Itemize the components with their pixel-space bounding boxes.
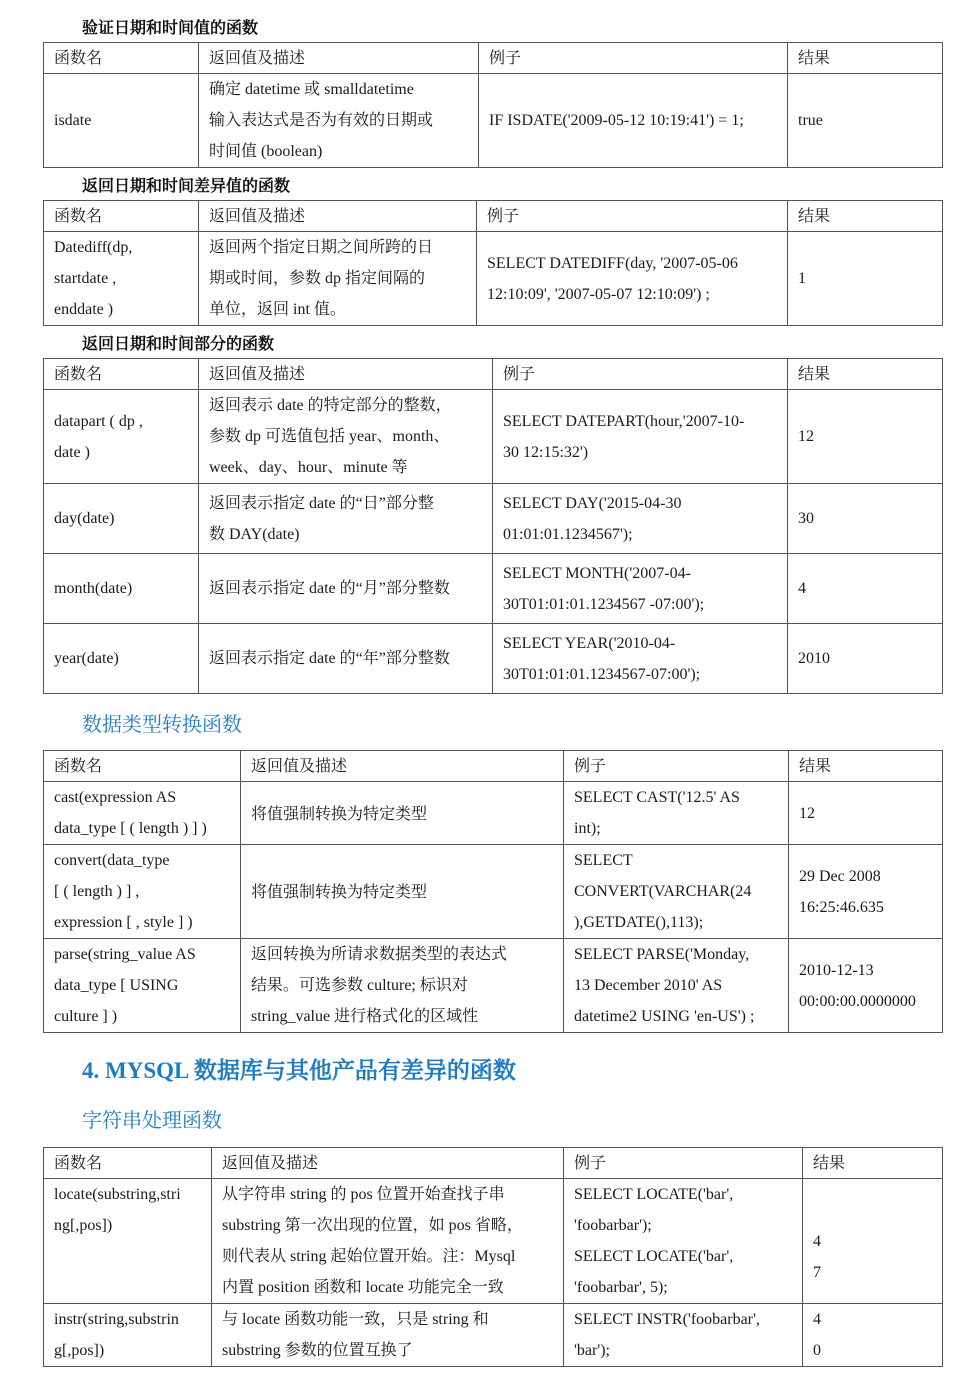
header-example: 例子 (564, 751, 789, 782)
header-name: 函数名 (44, 201, 199, 232)
cell-result: 12 (789, 782, 943, 845)
cell-example: SELECT CAST('12.5' AS int); (564, 782, 789, 845)
table-date-diff (43, 200, 943, 326)
section-title-string-functions: 字符串处理函数 (82, 1108, 222, 1132)
cell-example: SELECT LOCATE('bar', 'foobarbar'); SELECT LOCATE('bar', 'foobarbar', 5); (564, 1179, 803, 1304)
section-title-datediff: 返回日期和时间差异值的函数 (82, 176, 291, 195)
section-title-type-conversion: 数据类型转换函数 (82, 712, 242, 736)
header-result: 结果 (788, 201, 943, 232)
table-row (44, 1304, 943, 1367)
cell-result: true (788, 74, 943, 168)
cell-result: 12 (788, 390, 943, 484)
table-row (44, 390, 943, 484)
table-header-row (44, 751, 943, 782)
table-header-row (44, 43, 943, 74)
cell-name: instr(string,substrin g[,pos]) (44, 1304, 212, 1367)
table-header-row (44, 201, 943, 232)
cell-desc: 返回表示 date 的特定部分的整数， 参数 dp 可选值包括 year、month、 week、day、hour、minute 等 (199, 390, 493, 484)
cell-example: SELECT PARSE('Monday, 13 December 2010' AS datetime2 USING 'en-US') ; (564, 939, 789, 1033)
table-row (44, 1179, 943, 1304)
cell-name: year(date) (44, 624, 199, 694)
header-name: 函数名 (44, 359, 199, 390)
header-example: 例子 (477, 201, 788, 232)
cell-result: 4 0 (803, 1304, 943, 1367)
table-header-row (44, 1148, 943, 1179)
cell-desc: 返回表示指定 date 的“日”部分整 数 DAY(date) (199, 484, 493, 554)
section-title-datepart: 返回日期和时间部分的函数 (82, 334, 275, 353)
cell-desc: 返回表示指定 date 的“月”部分整数 (199, 554, 493, 624)
header-desc: 返回值及描述 (199, 359, 493, 390)
cell-desc: 返回转换为所请求数据类型的表达式 结果。可选参数 culture; 标识对 string_value 进行格式化的区域性 (241, 939, 564, 1033)
cell-example: IF ISDATE('2009-05-12 10:19:41') = 1; (479, 74, 788, 168)
header-desc: 返回值及描述 (241, 751, 564, 782)
cell-result: 2010 (788, 624, 943, 694)
section-title-isdate: 验证日期和时间值的函数 (82, 18, 259, 37)
table-type-conversion (43, 750, 943, 1033)
header-name: 函数名 (44, 43, 199, 74)
header-result: 结果 (789, 751, 943, 782)
cell-name: cast(expression AS data_type [ ( length ) ] ) (44, 782, 241, 845)
header-name: 函数名 (44, 751, 241, 782)
cell-name: convert(data_type [ ( length ) ] , expression [ , style ] ) (44, 845, 241, 939)
header-result: 结果 (788, 43, 943, 74)
cell-result: 30 (788, 484, 943, 554)
cell-example: SELECT DATEDIFF(day, '2007-05-06 12:10:09', '2007-05-07 12:10:09') ; (477, 232, 788, 326)
cell-example: SELECT YEAR('2010-04- 30T01:01:01.1234567-07:00'); (493, 624, 788, 694)
table-row (44, 939, 943, 1033)
cell-result: 4 (788, 554, 943, 624)
cell-example: SELECT DAY('2015-04-30 01:01:01.1234567'); (493, 484, 788, 554)
cell-example: SELECT INSTR('foobarbar', 'bar'); (564, 1304, 803, 1367)
table-string-functions (43, 1147, 943, 1367)
table-validate-date (43, 42, 943, 168)
cell-desc: 返回两个指定日期之间所跨的日 期或时间，参数 dp 指定间隔的 单位，返回 int 值。 (199, 232, 477, 326)
header-example: 例子 (564, 1148, 803, 1179)
cell-name: isdate (44, 74, 199, 168)
table-row (44, 845, 943, 939)
cell-desc: 从字符串 string 的 pos 位置开始查找子串 substring 第一次出现的位置，如 pos 省略， 则代表从 string 起始位置开始。注：Mysql 内置 position 函数和 locate 功能完全一致 (212, 1179, 564, 1304)
chapter-title: 4. MYSQL 数据库与其他产品有差异的函数 (82, 1058, 516, 1083)
cell-result: 29 Dec 2008 16:25:46.635 (789, 845, 943, 939)
header-name: 函数名 (44, 1148, 212, 1179)
header-desc: 返回值及描述 (212, 1148, 564, 1179)
cell-name: datapart ( dp , date ) (44, 390, 199, 484)
cell-result: 2010-12-13 00:00:00.0000000 (789, 939, 943, 1033)
header-desc: 返回值及描述 (199, 201, 477, 232)
table-row (44, 624, 943, 694)
header-example: 例子 (479, 43, 788, 74)
table-row (44, 554, 943, 624)
cell-name: day(date) (44, 484, 199, 554)
cell-name: parse(string_value AS data_type [ USING culture ] ) (44, 939, 241, 1033)
cell-result: 4 7 (803, 1179, 943, 1304)
header-desc: 返回值及描述 (199, 43, 479, 74)
cell-name: locate(substring,stri ng[,pos]) (44, 1179, 212, 1304)
cell-example: SELECT MONTH('2007-04- 30T01:01:01.1234567 -07:00'); (493, 554, 788, 624)
table-row (44, 74, 943, 168)
cell-desc: 返回表示指定 date 的“年”部分整数 (199, 624, 493, 694)
header-example: 例子 (493, 359, 788, 390)
cell-result: 1 (788, 232, 943, 326)
table-row (44, 232, 943, 326)
cell-name: month(date) (44, 554, 199, 624)
header-result: 结果 (803, 1148, 943, 1179)
header-result: 结果 (788, 359, 943, 390)
cell-desc: 确定 datetime 或 smalldatetime 输入表达式是否为有效的日期或 时间值 (boolean) (199, 74, 479, 168)
cell-example: SELECT DATEPART(hour,'2007-10- 30 12:15:32') (493, 390, 788, 484)
table-row (44, 782, 943, 845)
table-row (44, 484, 943, 554)
table-header-row (44, 359, 943, 390)
cell-desc: 将值强制转换为特定类型 (241, 782, 564, 845)
table-date-part (43, 358, 943, 694)
cell-name: Datediff(dp, startdate , enddate ) (44, 232, 199, 326)
cell-example: SELECT CONVERT(VARCHAR(24 ),GETDATE(),113); (564, 845, 789, 939)
cell-desc: 与 locate 函数功能一致，只是 string 和 substring 参数的位置互换了 (212, 1304, 564, 1367)
cell-desc: 将值强制转换为特定类型 (241, 845, 564, 939)
